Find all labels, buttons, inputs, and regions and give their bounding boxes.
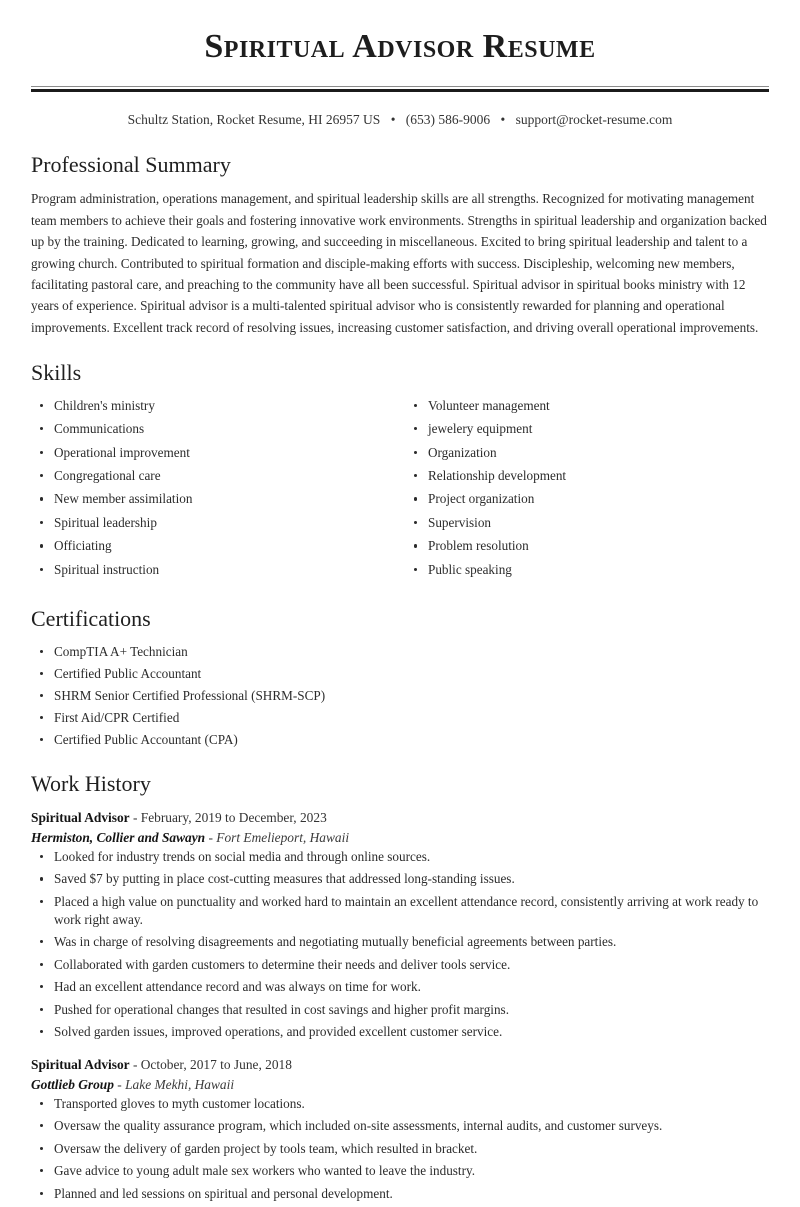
skill-item: Officiating	[31, 537, 400, 555]
section-heading-work-history: Work History	[31, 770, 151, 796]
job-bullet-item: Transported gloves to myth customer locations.	[31, 1095, 769, 1113]
professional-summary-text: Program administration, operations management, and spiritual leadership skills are all strengths. Recognized for motivating management team members to achieve their goals and fostering innovative work environments. Strengths in spiritual leadership and organization backed up by the training. Dedicated to learning, growing, and succeeding in miscellaneous. Excited to bring spiritual leadership and talent to a growing church. Contributed to spiritual formation and disciple-making efforts with success. Discipleship, welcoming new members, facilitating pastoral care, and preaching to the community have all been successful. Spiritual advisor in spiritual books ministry with 12 years of experience. Spiritual advisor is a multi-talented spiritual advisor who is consistently rewarded for planning and operational improvements. Excellent track record of resolving issues, increasing customer satisfaction, and driving overall operational improvements.	[31, 191, 767, 335]
section-work-history	[31, 770, 769, 1203]
job-separator: -	[205, 830, 217, 846]
work-history-entry	[31, 808, 769, 1041]
contact-address: Schultz Station, Rocket Resume, HI 26957 US	[127, 112, 381, 128]
skills-list-right	[405, 397, 769, 579]
resume-header	[31, 27, 769, 130]
work-history-list	[31, 808, 769, 1203]
job-dates: October, 2017 to June, 2018	[140, 1056, 292, 1072]
skill-item: Public speaking	[405, 561, 769, 579]
job-title: Spiritual Advisor	[31, 810, 130, 825]
section-certifications	[31, 605, 769, 748]
job-location: Lake Mekhi, Hawaii	[125, 1077, 235, 1093]
certification-item: SHRM Senior Certified Professional (SHRM-SCP)	[31, 687, 769, 705]
certification-item: First Aid/CPR Certified	[31, 709, 769, 727]
job-bullet-item: Pushed for operational changes that resulted in cost savings and higher profit margins.	[31, 1001, 769, 1019]
skills-columns	[31, 397, 769, 585]
job-separator: -	[113, 1077, 126, 1093]
job-separator: -	[129, 1056, 141, 1072]
page-title: Spiritual Advisor Resume	[204, 28, 596, 65]
skill-item: Spiritual leadership	[31, 514, 400, 532]
job-title: Spiritual Advisor	[31, 1056, 130, 1072]
skill-item: Organization	[405, 444, 769, 462]
job-bullet-item: Oversaw the quality assurance program, which included on-site assessments, internal audits, and customer surveys.	[31, 1117, 769, 1135]
skill-item: jewelery equipment	[405, 420, 769, 438]
skills-list-left	[31, 397, 400, 579]
skill-item: Volunteer management	[405, 397, 769, 415]
skill-item: Relationship development	[405, 467, 769, 485]
resume-document	[0, 27, 800, 1203]
contact-email[interactable]: support@rocket-resume.com	[515, 112, 673, 128]
skill-item: Communications	[31, 420, 400, 438]
skill-item: Operational improvement	[31, 444, 400, 462]
job-bullet-list	[31, 1095, 769, 1203]
section-professional-summary	[31, 151, 769, 338]
job-dates: February, 2019 to December, 2023	[140, 810, 327, 825]
contact-separator-1: •	[390, 112, 396, 128]
job-bullet-item: Was in charge of resolving disagreements and negotiating mutually beneficial agreements between parties.	[31, 933, 769, 951]
job-bullet-item: Planned and led sessions on spiritual and personal development.	[31, 1185, 769, 1203]
job-company-line	[31, 828, 769, 847]
contact-line	[31, 111, 769, 130]
job-bullet-item: Collaborated with garden customers to determine their needs and deliver tools service.	[31, 956, 769, 974]
certification-item: Certified Public Accountant	[31, 665, 769, 683]
section-heading-professional-summary: Professional Summary	[31, 151, 231, 177]
skill-item: New member assimilation	[31, 490, 400, 508]
skill-item: Congregational care	[31, 467, 400, 485]
job-company: Hermiston, Collier and Sawayn	[31, 830, 206, 846]
job-bullet-list	[31, 848, 769, 1041]
contact-separator-2: •	[500, 112, 506, 128]
job-bullet-item: Looked for industry trends on social media and through online sources.	[31, 848, 769, 866]
job-title-line	[31, 1055, 769, 1074]
skills-column-right	[400, 397, 769, 585]
job-bullet-item: Solved garden issues, improved operations, and provided excellent customer service.	[31, 1023, 769, 1041]
skill-item: Spiritual instruction	[31, 561, 400, 579]
job-bullet-item: Placed a high value on punctuality and worked hard to maintain an excellent attendance record, consistently arriving at work ready to work right away.	[31, 893, 769, 929]
job-bullet-item: Oversaw the delivery of garden project by tools team, which resulted in bracket.	[31, 1140, 769, 1158]
work-history-entry	[31, 1055, 769, 1203]
job-bullet-item: Saved $7 by putting in place cost-cutting measures that addressed long-standing issues.	[31, 870, 769, 888]
skill-item: Children's ministry	[31, 397, 400, 415]
header-divider	[31, 86, 769, 93]
section-heading-skills: Skills	[31, 360, 82, 386]
certifications-list	[31, 643, 769, 749]
job-bullet-item: Had an excellent attendance record and was always on time for work.	[31, 978, 769, 996]
job-company: Gottlieb Group	[31, 1077, 114, 1093]
job-bullet-item: Gave advice to young adult male sex workers who wanted to leave the industry.	[31, 1162, 769, 1180]
skill-item: Supervision	[405, 514, 769, 532]
certification-item: Certified Public Accountant (CPA)	[31, 731, 769, 749]
job-company-line	[31, 1075, 769, 1094]
section-skills	[31, 359, 769, 584]
skill-item: Problem resolution	[405, 537, 769, 555]
section-heading-certifications: Certifications	[31, 606, 151, 632]
job-location: Fort Emelieport, Hawaii	[216, 830, 350, 846]
skills-column-left	[31, 397, 400, 585]
job-separator: -	[129, 810, 141, 825]
certification-item: CompTIA A+ Technician	[31, 643, 769, 661]
skill-item: Project organization	[405, 490, 769, 508]
job-title-line	[31, 808, 769, 827]
contact-phone: (653) 586-9006	[405, 112, 491, 128]
divider-thick-rule	[31, 89, 769, 92]
